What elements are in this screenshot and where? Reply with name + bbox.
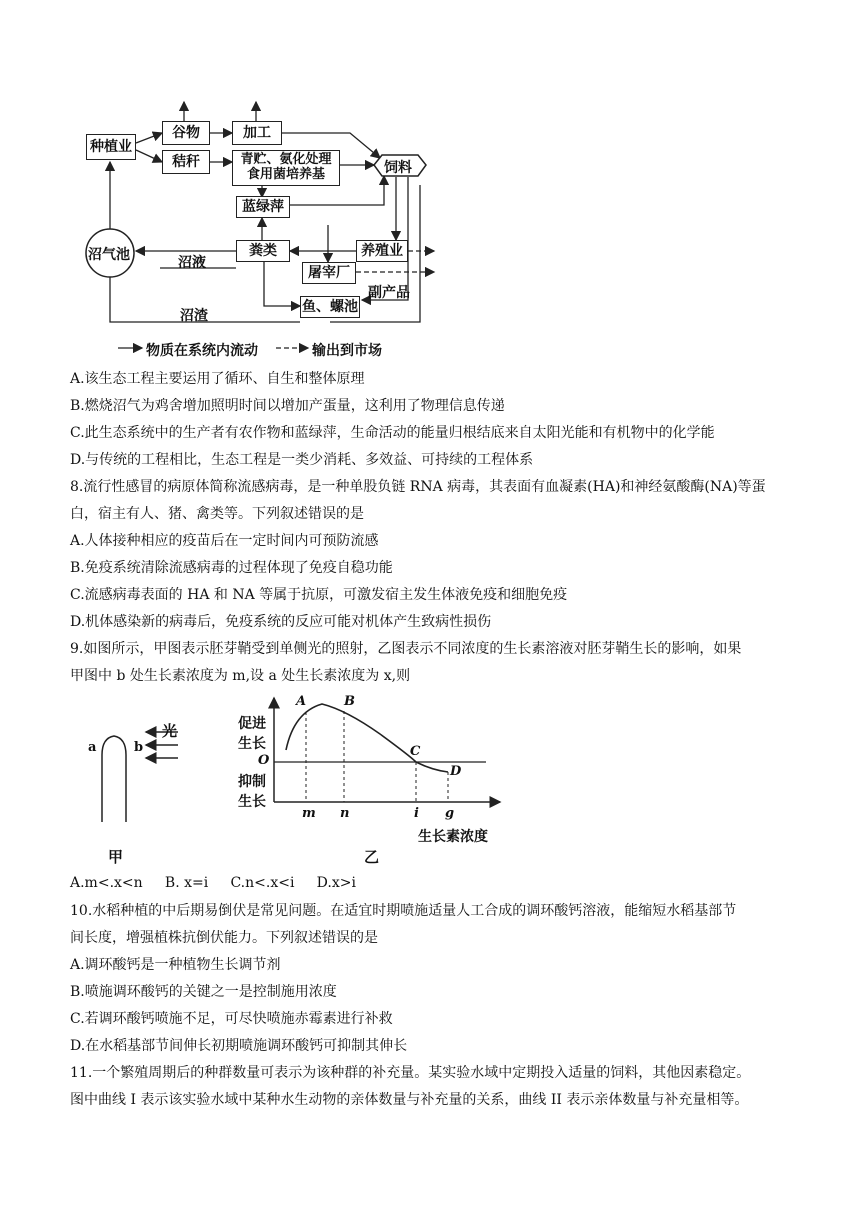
straw-box: 秸秆 xyxy=(162,150,210,174)
q11-stem-line1: 11.一个繁殖周期后的种群数量可表示为该种群的补充量。某实验水域中定期投入适量的饲料，其他因素稳定。 xyxy=(70,1065,751,1081)
tick-n: n xyxy=(340,806,350,821)
q7-option-a: A.该生态工程主要运用了循环、自生和整体原理 xyxy=(70,371,365,387)
q9-stem-line2: 甲图中 b 处生长素浓度为 m,设 a 处生长素浓度为 x,则 xyxy=(70,668,411,684)
curve-point-d: D xyxy=(450,764,462,779)
q10-option-d: D.在水稻基部节间伸长初期喷施调环酸钙可抑制其伸长 xyxy=(70,1038,408,1054)
residue-label: 沼渣 xyxy=(180,308,208,324)
q10-option-a: A.调环酸钙是一种植物生长调节剂 xyxy=(70,957,281,973)
q10-stem-line2: 间长度，增强植株抗倒伏能力。下列叙述错误的是 xyxy=(70,930,378,946)
q8-stem-line2: 白，宿主有人、猪、禽类等。下列叙述错误的是 xyxy=(70,506,364,522)
slaughter-box: 屠宰厂 xyxy=(302,262,356,284)
biogas-label: 沼气池 xyxy=(88,247,130,263)
fig-yi-caption: 乙 xyxy=(364,848,380,866)
legend-internal: 物质在系统内流动 xyxy=(146,343,258,359)
q7-option-b: B.燃烧沼气为鸡舍增加照明时间以增加产蛋量，这利用了物理信息传递 xyxy=(70,398,505,414)
q10-option-c: C.若调环酸钙喷施不足，可尽快喷施赤霉素进行补救 xyxy=(70,1011,393,1027)
manure-box: 粪类 xyxy=(236,240,290,262)
light-label: 光 xyxy=(162,722,178,740)
q10-option-b: B.喷施调环酸钙的关键之一是控制施用浓度 xyxy=(70,984,337,1000)
q8-option-b: B.免疫系统清除流感病毒的过程体现了免疫自稳功能 xyxy=(70,560,393,576)
tick-i: i xyxy=(414,806,419,821)
q8-stem-line1: 8.流行性感冒的病原体简称流感病毒，是一种单股负链 RNA 病毒，其表面有血凝素(HA)和神经氨酸酶(NA)等蛋 xyxy=(70,479,766,495)
origin-label: O xyxy=(258,753,270,768)
legend-market: 输出到市场 xyxy=(312,343,382,359)
q11-stem-line2: 图中曲线 I 表示该实验水域中某种水生动物的亲体数量与补充量的关系，曲线 II 表示亲体数量与补充量相等。 xyxy=(70,1092,749,1108)
point-a-label: a xyxy=(88,740,97,755)
q8-option-d: D.机体感染新的病毒后，免疫系统的反应可能对机体产生致病性损伤 xyxy=(70,614,492,630)
growth-curve-chart xyxy=(0,690,860,890)
point-b-label: b xyxy=(134,740,144,755)
grain-box: 谷物 xyxy=(162,121,210,145)
tick-g: g xyxy=(445,806,455,821)
livestock-box: 养殖业 xyxy=(356,240,408,262)
curve-point-b: B xyxy=(344,694,355,709)
tick-m: m xyxy=(302,806,316,821)
q9-options: A.m<.x<n B. x=i C.n<.x<i D.x>i xyxy=(70,875,356,891)
curve-point-a: A xyxy=(296,694,307,709)
q9-stem-line1: 9.如图所示，甲图表示胚芽鞘受到单侧光的照射，乙图表示不同浓度的生长素溶液对胚芽鞘生长的影响，如果 xyxy=(70,641,742,657)
planting-box: 种植业 xyxy=(86,134,136,160)
promote-growth-label: 促进 生长 xyxy=(238,716,266,752)
q7-option-c: C.此生态系统中的生产者有农作物和蓝绿萍，生命活动的能量归根结底来自太阳光能和有机物中的化学能 xyxy=(70,425,715,441)
curve-point-c: C xyxy=(410,744,421,759)
inhibit-growth-label: 抑制 生长 xyxy=(238,774,266,810)
fig-jia-caption: 甲 xyxy=(108,848,124,866)
q8-option-c: C.流感病毒表面的 HA 和 NA 等属于抗原，可激发宿主发生体液免疫和细胞免疫 xyxy=(70,587,568,603)
feed-label: 饲料 xyxy=(384,160,412,176)
q7-option-d: D.与传统的工程相比，生态工程是一类少消耗、多效益、可持续的工程体系 xyxy=(70,452,534,468)
q10-stem-line1: 10.水稻种植的中后期易倒伏是常见问题。在适宜时期喷施适量人工合成的调环酸钙溶液，能缩短水稻基部节 xyxy=(70,903,737,919)
flow-arrows xyxy=(0,0,860,360)
byproduct-label: 副产品 xyxy=(368,285,410,301)
q8-option-a: A.人体接种相应的疫苗后在一定时间内可预防流感 xyxy=(70,533,379,549)
silage-box: 青贮、氨化处理 食用菌培养基 xyxy=(232,150,340,186)
azolla-box: 蓝绿萍 xyxy=(236,196,290,218)
x-axis-label: 生长素浓度 xyxy=(418,829,488,845)
fish-box: 鱼、螺池 xyxy=(300,296,360,318)
slurry-label: 沼液 xyxy=(178,255,206,271)
processing-box: 加工 xyxy=(232,121,282,145)
